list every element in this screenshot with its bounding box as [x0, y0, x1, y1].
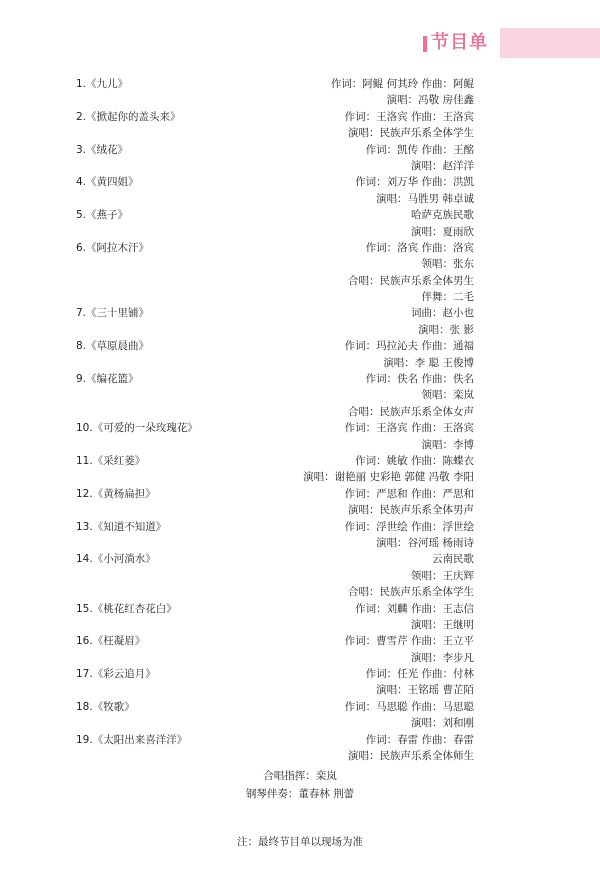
- program-item-credit: 领唱：栾岚: [421, 389, 474, 402]
- program-item-title: 16.《枉凝眉》: [76, 635, 146, 648]
- program-item-credit: 云南民歌: [432, 553, 474, 566]
- page-title: 节目单: [431, 32, 488, 53]
- program-item-credit: 演唱：马胜男 韩卓诚: [376, 192, 474, 205]
- program-line: [0, 158, 600, 174]
- program-item-title: 10.《可爱的一朵玫瑰花》: [76, 422, 198, 435]
- program-item-title: 14.《小河淌水》: [76, 553, 156, 566]
- program-item-title: 18.《牧歌》: [76, 700, 135, 713]
- program-line: [0, 92, 600, 108]
- program-item-credit: 合唱：民族声乐系全体学生: [348, 586, 474, 599]
- header-band: [500, 28, 600, 58]
- program-line: [0, 371, 600, 387]
- program-item-title: 19.《太阳出来喜洋洋》: [76, 733, 188, 746]
- program-line: [0, 289, 600, 305]
- program-item-credit: 作词：曹雪芹 作曲：王立平: [344, 635, 474, 648]
- program-line: [0, 502, 600, 518]
- program-item-title: 1.《九儿》: [76, 78, 129, 90]
- program-item-credit: 合唱：民族声乐系全体男生: [348, 274, 474, 287]
- program-line: [0, 322, 600, 338]
- program-line: [0, 519, 600, 535]
- program-item-credit: 作词：洛宾 作曲：洛宾: [365, 241, 474, 254]
- program-item-credit: 作词：姚敏 作曲：陈蝶衣: [355, 454, 474, 467]
- program-item-title: 9.《编花篮》: [76, 373, 139, 386]
- program-line: [0, 486, 600, 502]
- program-line: [0, 338, 600, 354]
- program-item-title: 7.《三十里铺》: [76, 307, 150, 320]
- program-line: [0, 76, 600, 92]
- program-item-credit: 演唱：王铭瑶 曹芷陌: [376, 684, 474, 697]
- program-item-title: 6.《阿拉木汗》: [76, 241, 150, 254]
- program-line: [0, 174, 600, 190]
- program-line: [0, 256, 600, 272]
- program-line: [0, 699, 600, 715]
- program-item-credit: 演唱：李步凡: [411, 651, 474, 664]
- program-item-credit: 演唱：民族声乐系全体男声: [348, 504, 474, 517]
- program-item-credit: 作词：佚名 作曲：佚名: [365, 373, 474, 386]
- program-item-credit: 领唱：王庆辉: [411, 569, 474, 582]
- program-line: [0, 650, 600, 666]
- program-line: [0, 437, 600, 453]
- program-line: [0, 601, 600, 617]
- program-line: [0, 109, 600, 125]
- program-item-credit: 演唱：谷河瑶 杨雨诗: [376, 536, 474, 549]
- program-item-credit: 演唱：李 聪 王俊博: [383, 356, 474, 369]
- program-line: [0, 633, 600, 649]
- footer-note: 注：最终节目单以现场为准: [237, 836, 363, 848]
- program-item-credit: 作词：王洛宾 作曲：王洛宾: [344, 110, 474, 123]
- program-list: [0, 76, 600, 764]
- program-line: [0, 666, 600, 682]
- program-item-credit: 领唱：张东: [421, 258, 474, 271]
- program-line: [0, 420, 600, 436]
- program-line: [0, 387, 600, 403]
- program-line: [0, 469, 600, 485]
- program-item-credit: 作词：任光 作曲：付林: [365, 668, 474, 681]
- program-item-credit: 伴舞：二毛: [421, 291, 474, 304]
- program-line: [0, 715, 600, 731]
- program-item-credit: 作词：刘万华 作曲：洪凯: [355, 176, 474, 189]
- program-item-title: 13.《知道不知道》: [76, 520, 167, 533]
- program-line: [0, 732, 600, 748]
- program-item-title: 17.《彩云追月》: [76, 668, 156, 681]
- conductor-credit: 合唱指挥：栾岚: [263, 770, 337, 782]
- program-line: [0, 355, 600, 371]
- program-line: [0, 305, 600, 321]
- program-line: [0, 682, 600, 698]
- program-item-credit: 作词：凯传 作曲：王酩: [365, 143, 474, 156]
- program-item-credit: 演唱：民族声乐系全体师生: [348, 750, 474, 763]
- program-item-credit: 演唱：民族声乐系全体学生: [348, 127, 474, 140]
- program-item-credit: 演唱：夏雨欣: [411, 225, 474, 238]
- program-line: [0, 207, 600, 223]
- program-line: [0, 535, 600, 551]
- program-item-credit: 作词：玛拉沁夫 作曲：通福: [344, 340, 474, 353]
- program-item-title: 15.《桃花红杏花白》: [76, 602, 177, 615]
- program-item-title: 8.《草原晨曲》: [76, 340, 150, 353]
- program-line: [0, 142, 600, 158]
- program-item-title: 2.《掀起你的盖头来》: [76, 110, 181, 123]
- program-item-credit: 演唱：刘和刚: [411, 717, 474, 730]
- program-line: [0, 125, 600, 141]
- program-line: [0, 273, 600, 289]
- program-line: [0, 191, 600, 207]
- program-line: [0, 224, 600, 240]
- program-item-credit: 作词：春雷 作曲：春雷: [365, 733, 474, 746]
- program-line: [0, 584, 600, 600]
- program-item-title: 4.《黄四姐》: [76, 176, 139, 189]
- program-item-credit: 演唱：张 影: [418, 323, 474, 336]
- program-item-credit: 哈萨克族民歌: [411, 209, 474, 222]
- program-item-title: 12.《黄杨扁担》: [76, 487, 156, 500]
- program-item-credit: 作词：浮世绘 作曲：浮世绘: [344, 520, 474, 533]
- program-item-credit: 演唱：谢艳丽 史彩艳 郭健 冯敬 李阳: [303, 471, 474, 484]
- program-item-credit: 演唱：冯敬 房佳鑫: [386, 94, 474, 107]
- program-item-credit: 作词：阿鲲 何其玲 作曲：阿鲲: [330, 78, 474, 90]
- program-item-title: 11.《采红菱》: [76, 454, 146, 467]
- program-item-credit: 词曲：赵小也: [411, 307, 474, 320]
- program-item-credit: 作词：严思和 作曲：严思和: [344, 487, 474, 500]
- program-item-credit: 合唱：民族声乐系全体女声: [348, 405, 474, 418]
- header-accent-bar: [423, 36, 427, 52]
- program-line: [0, 748, 600, 764]
- program-item-title: 3.《绒花》: [76, 143, 129, 156]
- program-line: [0, 617, 600, 633]
- program-line: [0, 551, 600, 567]
- program-item-credit: 演唱：王继明: [411, 618, 474, 631]
- program-item-title: 5.《燕子》: [76, 209, 129, 222]
- program-line: [0, 240, 600, 256]
- program-item-credit: 演唱：李博: [421, 438, 474, 451]
- program-item-credit: 作词：马思聪 作曲：马思聪: [344, 700, 474, 713]
- program-item-credit: 作词：刘麟 作曲：王志信: [355, 602, 474, 615]
- program-line: [0, 453, 600, 469]
- program-line: [0, 404, 600, 420]
- program-item-credit: 作词：王洛宾 作曲：王洛宾: [344, 422, 474, 435]
- program-item-credit: 演唱：赵洋洋: [411, 159, 474, 172]
- program-line: [0, 568, 600, 584]
- piano-credit: 钢琴伴奏：董春林 荆蕾: [245, 788, 355, 800]
